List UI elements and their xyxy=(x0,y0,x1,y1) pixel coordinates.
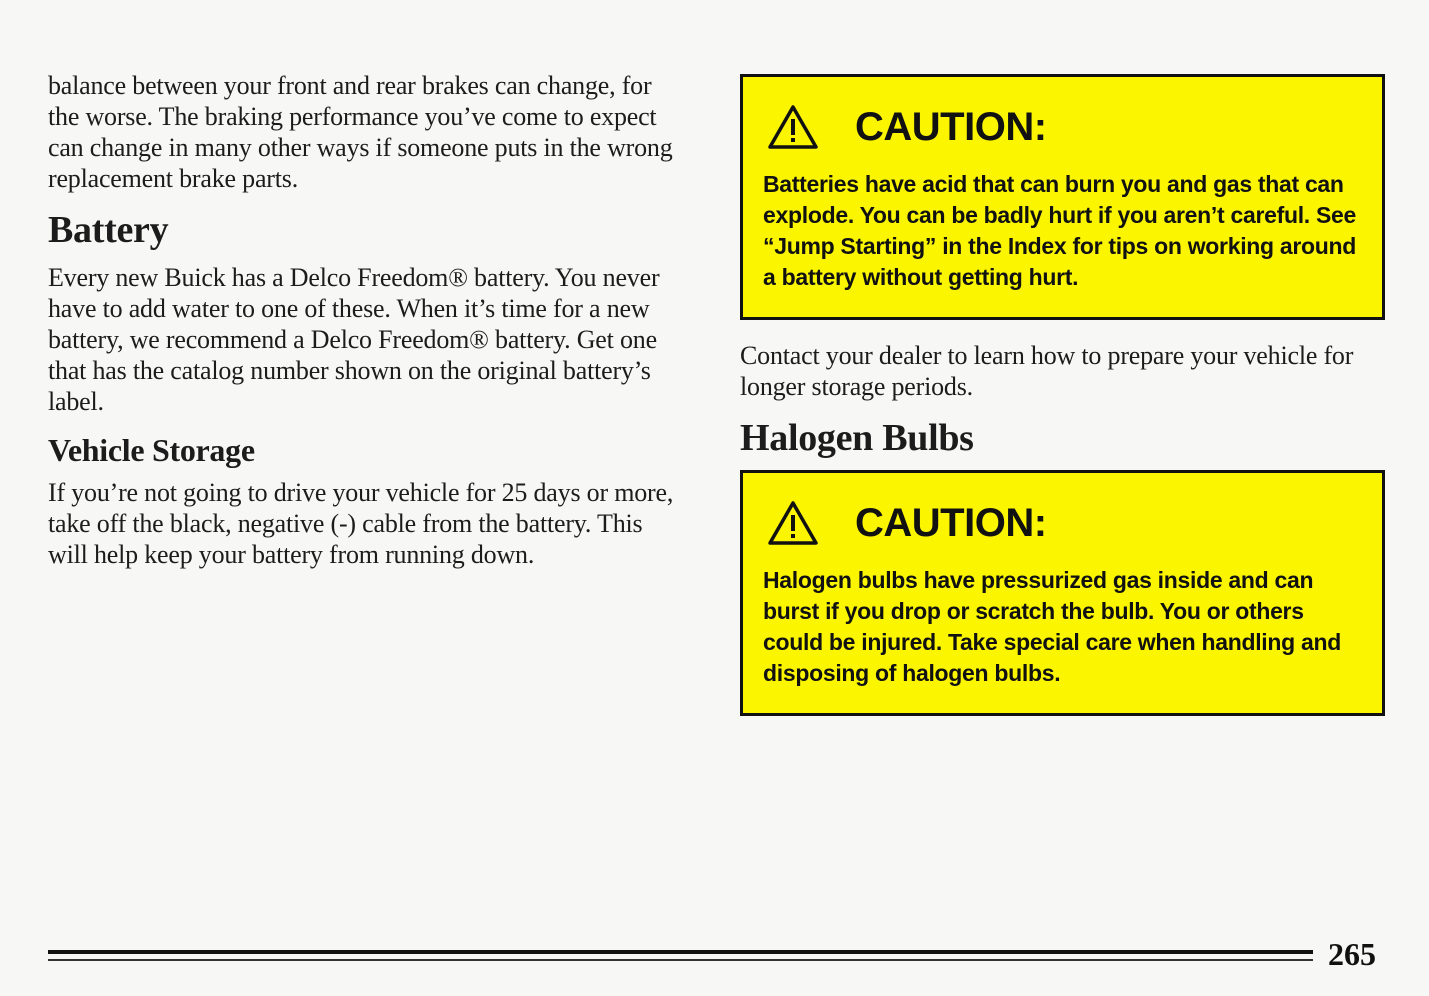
battery-paragraph: Every new Buick has a Delco Freedom® battery. You never have to add water to one of these. When it’s time for a new battery, we recommend a Delco Freedom® battery. Get one that has the catalog number shown on the original battery’s label. xyxy=(48,263,660,416)
vehicle-storage-heading: Vehicle Storage xyxy=(48,432,255,468)
footer-rule-thin xyxy=(48,959,1313,961)
caution-title: CAUTION: xyxy=(855,500,1047,545)
halogen-caution-box xyxy=(740,470,1385,716)
battery-heading: Battery xyxy=(48,209,169,251)
footer-rule-thick xyxy=(48,950,1313,954)
battery-caution-box xyxy=(740,74,1385,320)
footer-rule xyxy=(48,950,1313,964)
storage-contact-paragraph: Contact your dealer to learn how to prepare your vehicle for longer storage periods. xyxy=(740,341,1354,401)
caution-text: Halogen bulbs have pressurized gas inside and can burst if you drop or scratch the bulb. You or others could be injured. Take special care when handling and disposing of halogen bulbs. xyxy=(763,567,1341,686)
left-column xyxy=(48,70,688,570)
warning-triangle-icon xyxy=(767,500,819,546)
halogen-bulbs-heading: Halogen Bulbs xyxy=(740,417,974,459)
right-column xyxy=(740,74,1385,716)
caution-header xyxy=(763,103,1362,151)
caution-title: CAUTION: xyxy=(855,104,1047,149)
warning-triangle-icon xyxy=(767,104,819,150)
page-number: 265 xyxy=(1328,936,1376,972)
vehicle-storage-paragraph: If you’re not going to drive your vehicle for 25 days or more, take off the black, negative (-) cable from the battery. This will help keep your battery from running down. xyxy=(48,478,674,569)
intro-paragraph: balance between your front and rear brakes can change, for the worse. The braking performance you’ve come to expect can change in many other ways if someone puts in the wrong replacement brake parts. xyxy=(48,71,673,193)
caution-header xyxy=(763,499,1362,547)
caution-text: Batteries have acid that can burn you and gas that can explode. You can be badly hurt if you aren’t careful. See “Jump Starting” in the Index for tips on working around a battery without getting hurt. xyxy=(763,171,1357,290)
